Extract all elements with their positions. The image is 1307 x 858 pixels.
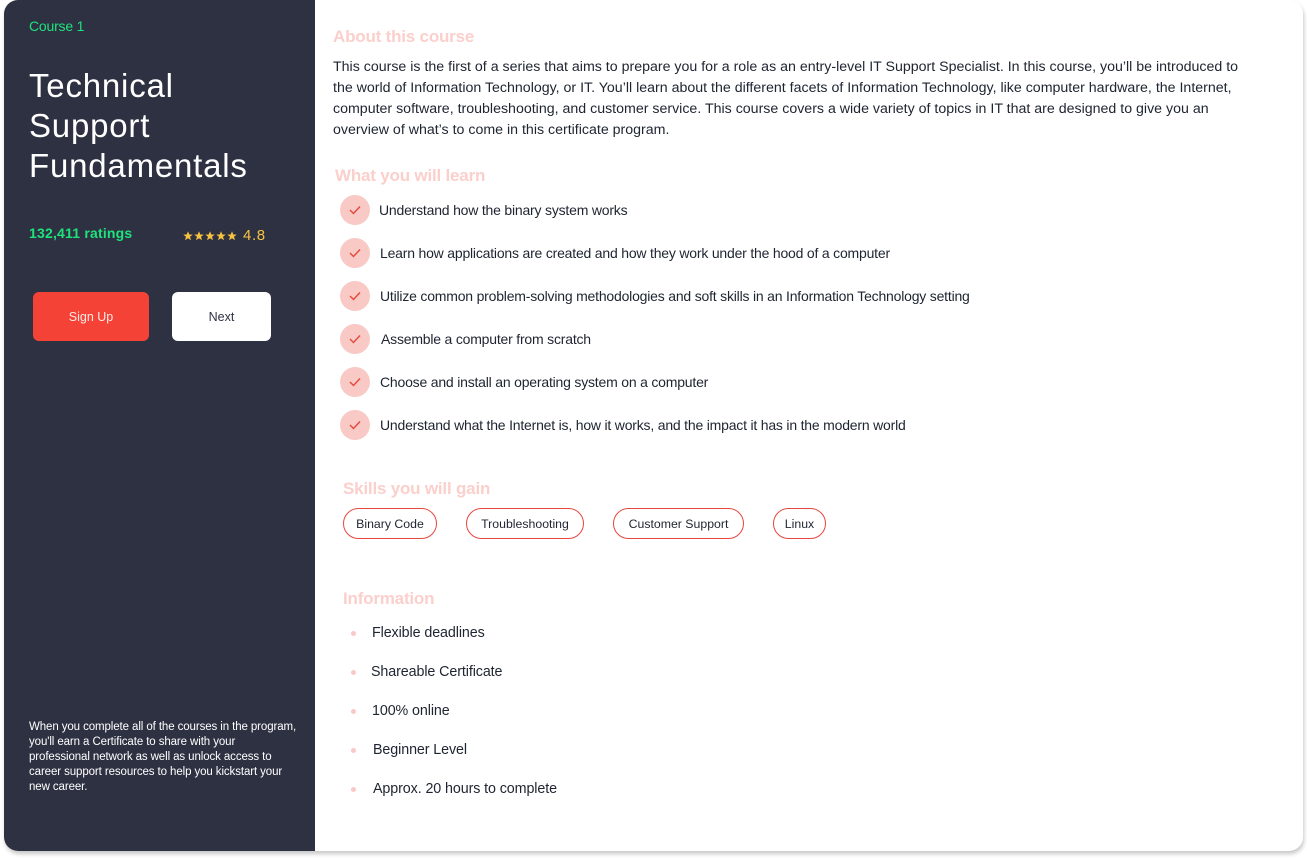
info-item: [351, 740, 467, 760]
star-icon: [194, 231, 204, 241]
check-icon: [340, 238, 370, 268]
learn-item-text: Choose and install an operating system on a computer: [380, 374, 709, 390]
star-icon: [216, 231, 226, 241]
skills-heading: Skills you will gain: [343, 479, 491, 498]
info-item-text: Beginner Level: [373, 742, 467, 758]
bullet-icon: [351, 787, 356, 792]
star-icon: [227, 231, 237, 241]
rating-stars: [183, 231, 237, 241]
info-item-text: Shareable Certificate: [371, 664, 503, 680]
info-item-text: 100% online: [372, 703, 450, 719]
check-icon: [340, 195, 370, 225]
rating-score: [183, 227, 266, 244]
learn-item: [340, 410, 906, 440]
course-title: Technical Support Fundamentals: [29, 67, 248, 184]
learn-item: [340, 195, 627, 225]
star-icon: [205, 231, 215, 241]
check-icon: [340, 324, 370, 354]
learn-item: [340, 367, 708, 397]
learn-item-text: Assemble a computer from scratch: [381, 331, 591, 347]
course-card: [4, 0, 1303, 851]
check-icon: [340, 367, 370, 397]
course-number-label: Course 1: [29, 18, 85, 34]
learn-heading: What you will learn: [335, 166, 486, 185]
about-description: This course is the first of a series that aims to prepare you for a role as an entry-level IT Support Specialist. In this course, you’ll be introduced to the world of Information Technology, or IT. You’ll learn about the different facets of Information Technology, like computer hardware, the Internet, computer software, troubleshooting, and customer service. This course covers a wide variety of topics in IT that are designed to give you an overview of what’s to come in this certificate program.: [333, 59, 1239, 138]
learn-item-text: Learn how applications are created and how they work under the hood of a computer: [380, 245, 890, 261]
check-icon: [340, 410, 370, 440]
info-item-text: Flexible deadlines: [372, 625, 485, 641]
bullet-icon: [351, 670, 356, 675]
certificate-description: When you complete all of the courses in the program, you'll earn a Certificate to share with your professional network as well as unlock access to career support resources to help you kickstart your new career.: [29, 721, 297, 793]
learn-item-text: Understand what the Internet is, how it works, and the impact it has in the modern world: [380, 417, 906, 433]
bullet-icon: [351, 709, 356, 714]
learn-item-text: Understand how the binary system works: [379, 202, 628, 218]
skill-chip[interactable]: Troubleshooting: [466, 508, 584, 539]
course-sidebar: [4, 0, 315, 851]
check-icon: [340, 281, 370, 311]
next-button[interactable]: Next: [172, 292, 271, 341]
info-item: [351, 779, 557, 799]
bullet-icon: [351, 631, 356, 636]
information-heading: Information: [343, 589, 435, 608]
skill-chip[interactable]: Customer Support: [613, 508, 744, 539]
info-item-text: Approx. 20 hours to complete: [373, 781, 557, 797]
learn-item: [340, 324, 591, 354]
skill-chip[interactable]: Linux: [773, 508, 826, 539]
ratings-count: 132,411 ratings: [29, 225, 133, 241]
info-item: [351, 623, 485, 643]
learn-item: [340, 238, 890, 268]
learn-item-text: Utilize common problem-solving methodologies and soft skills in an Information Technology setting: [380, 288, 970, 304]
star-icon: [183, 231, 193, 241]
about-heading: About this course: [333, 27, 475, 46]
info-item: [351, 662, 502, 682]
bullet-icon: [351, 748, 356, 753]
sign-up-button[interactable]: Sign Up: [33, 292, 149, 341]
rating-value: 4.8: [243, 227, 266, 244]
info-item: [351, 701, 450, 721]
learn-item: [340, 281, 970, 311]
skill-chip[interactable]: Binary Code: [343, 508, 437, 539]
